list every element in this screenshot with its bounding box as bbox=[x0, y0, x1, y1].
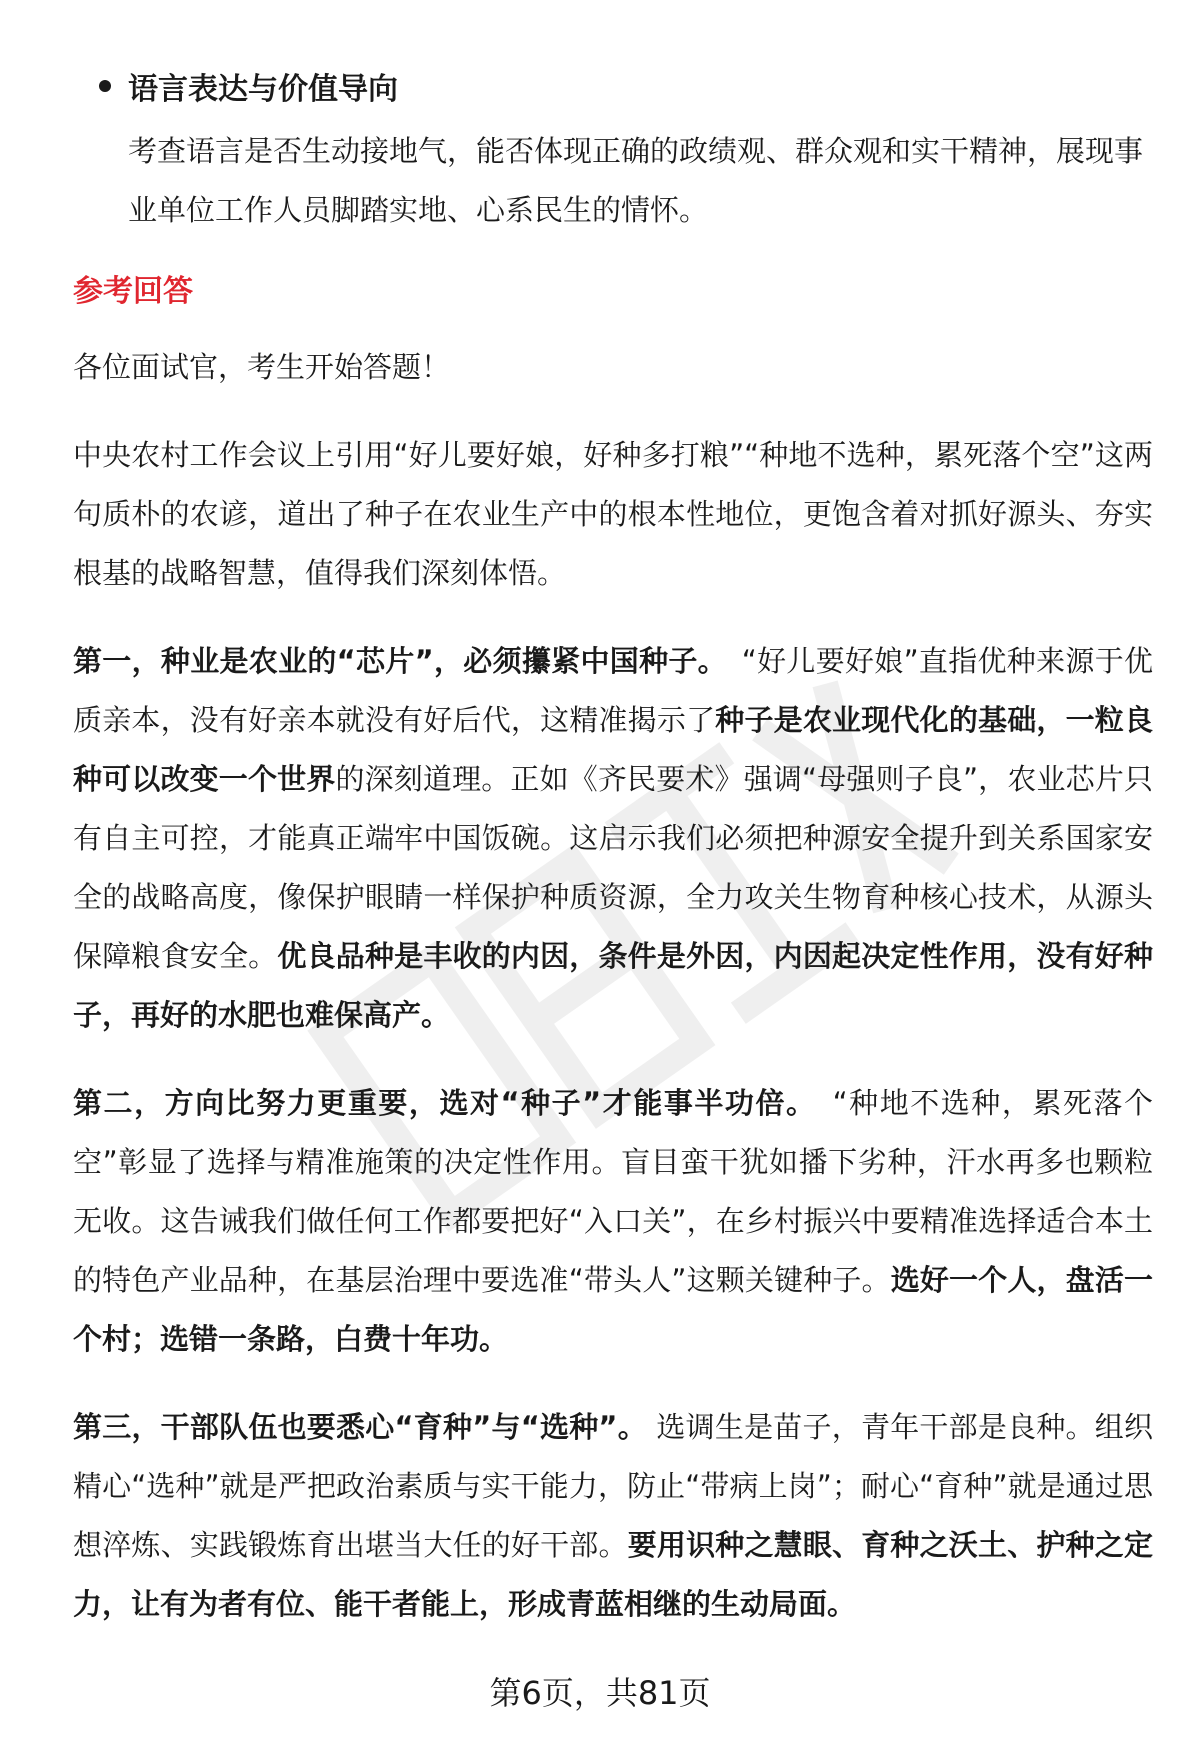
point-one-text-b: 的深刻道理。正如《齐民要术》强调“母强则子良”，农业芯片只有自主可控，才能真正端牢中国饭碗。这启示我们必须把种源安全提升到关系国家安全的战略高度，像保护眼睛一样保护种质资源，全力攻关生物育种核心技术，从源头保障粮食安全。 bbox=[73, 762, 1153, 973]
section-heading: 参考回答 bbox=[73, 274, 193, 309]
point-one-heading: 第一，种业是农业的“芯片”，必须攥紧中国种子。 bbox=[73, 644, 713, 678]
greeting-paragraph: 各位面试官，考生开始答题！ bbox=[73, 350, 451, 384]
point-two-heading: 第二，方向比努力更重要，选对“种子”才能事半功倍。 bbox=[73, 1086, 803, 1120]
point-one-bold-a: 种子是农业现代化的基础，一粒良种可以改变一个世界 bbox=[73, 703, 1153, 796]
document-content bbox=[73, 58, 1153, 1663]
point-three-text-a: 选调生是苗子，青年干部是良种。组织精心“选种”就是严把政治素质与实干能力，防止“带病上岗”；耐心“育种”就是通过思想淬炼、实践锻炼育出堪当大任的好干部。 bbox=[73, 1410, 1153, 1562]
point-two-bold-a: 选好一个人，盘活一个村；选错一条路，白费十年功。 bbox=[73, 1263, 1153, 1356]
bullet-title: 语言表达与价值导向 bbox=[128, 72, 398, 107]
page-number-footer: 第6页，共81页 bbox=[489, 1674, 711, 1712]
point-one-bold-b: 优良品种是丰收的内因，条件是外因，内因起决定性作用，没有好种子，再好的水肥也难保高产。 bbox=[73, 939, 1153, 1032]
point-three-bold-a: 要用识种之慧眼、育种之沃土、护种之定力，让有为者有位、能干者能上，形成青蓝相继的生动局面。 bbox=[73, 1528, 1153, 1621]
point-three-paragraph bbox=[73, 1398, 1153, 1634]
point-one-paragraph bbox=[73, 632, 1153, 1045]
bullet-dot-icon bbox=[99, 80, 111, 92]
point-two-text-a: “种地不选种，累死落个空”彰显了选择与精准施策的决定性作用。盲目蛮干犹如播下劣种，汗水再多也颗粒无收。这告诫我们做任何工作都要把好“入口关”，在乡村振兴中要精准选择适合本土的特色产业品种，在基层治理中要选准“带头人”这颗关键种子。 bbox=[73, 1086, 1153, 1297]
intro-paragraph: 中央农村工作会议上引用“好儿要好娘，好种多打粮”“种地不选种，累死落个空”这两句质朴的农谚，道出了种子在农业生产中的根本性地位，更饱含着对抓好源头、夯实根基的战略智慧，值得我们深刻体悟。 bbox=[73, 438, 1153, 590]
point-three-heading: 第三，干部队伍也要悉心“育种”与“选种”。 bbox=[73, 1410, 647, 1444]
bullet-item bbox=[73, 58, 1153, 240]
bullet-body: 考查语言是否生动接地气，能否体现正确的政绩观、群众观和实干精神，展现事业单位工作人员脚踏实地、心系民生的情怀。 bbox=[128, 134, 1144, 227]
point-two-paragraph bbox=[73, 1074, 1153, 1369]
point-one-text-a: “好儿要好娘”直指优种来源于优质亲本，没有好亲本就没有好后代，这精准揭示了 bbox=[73, 644, 1153, 737]
